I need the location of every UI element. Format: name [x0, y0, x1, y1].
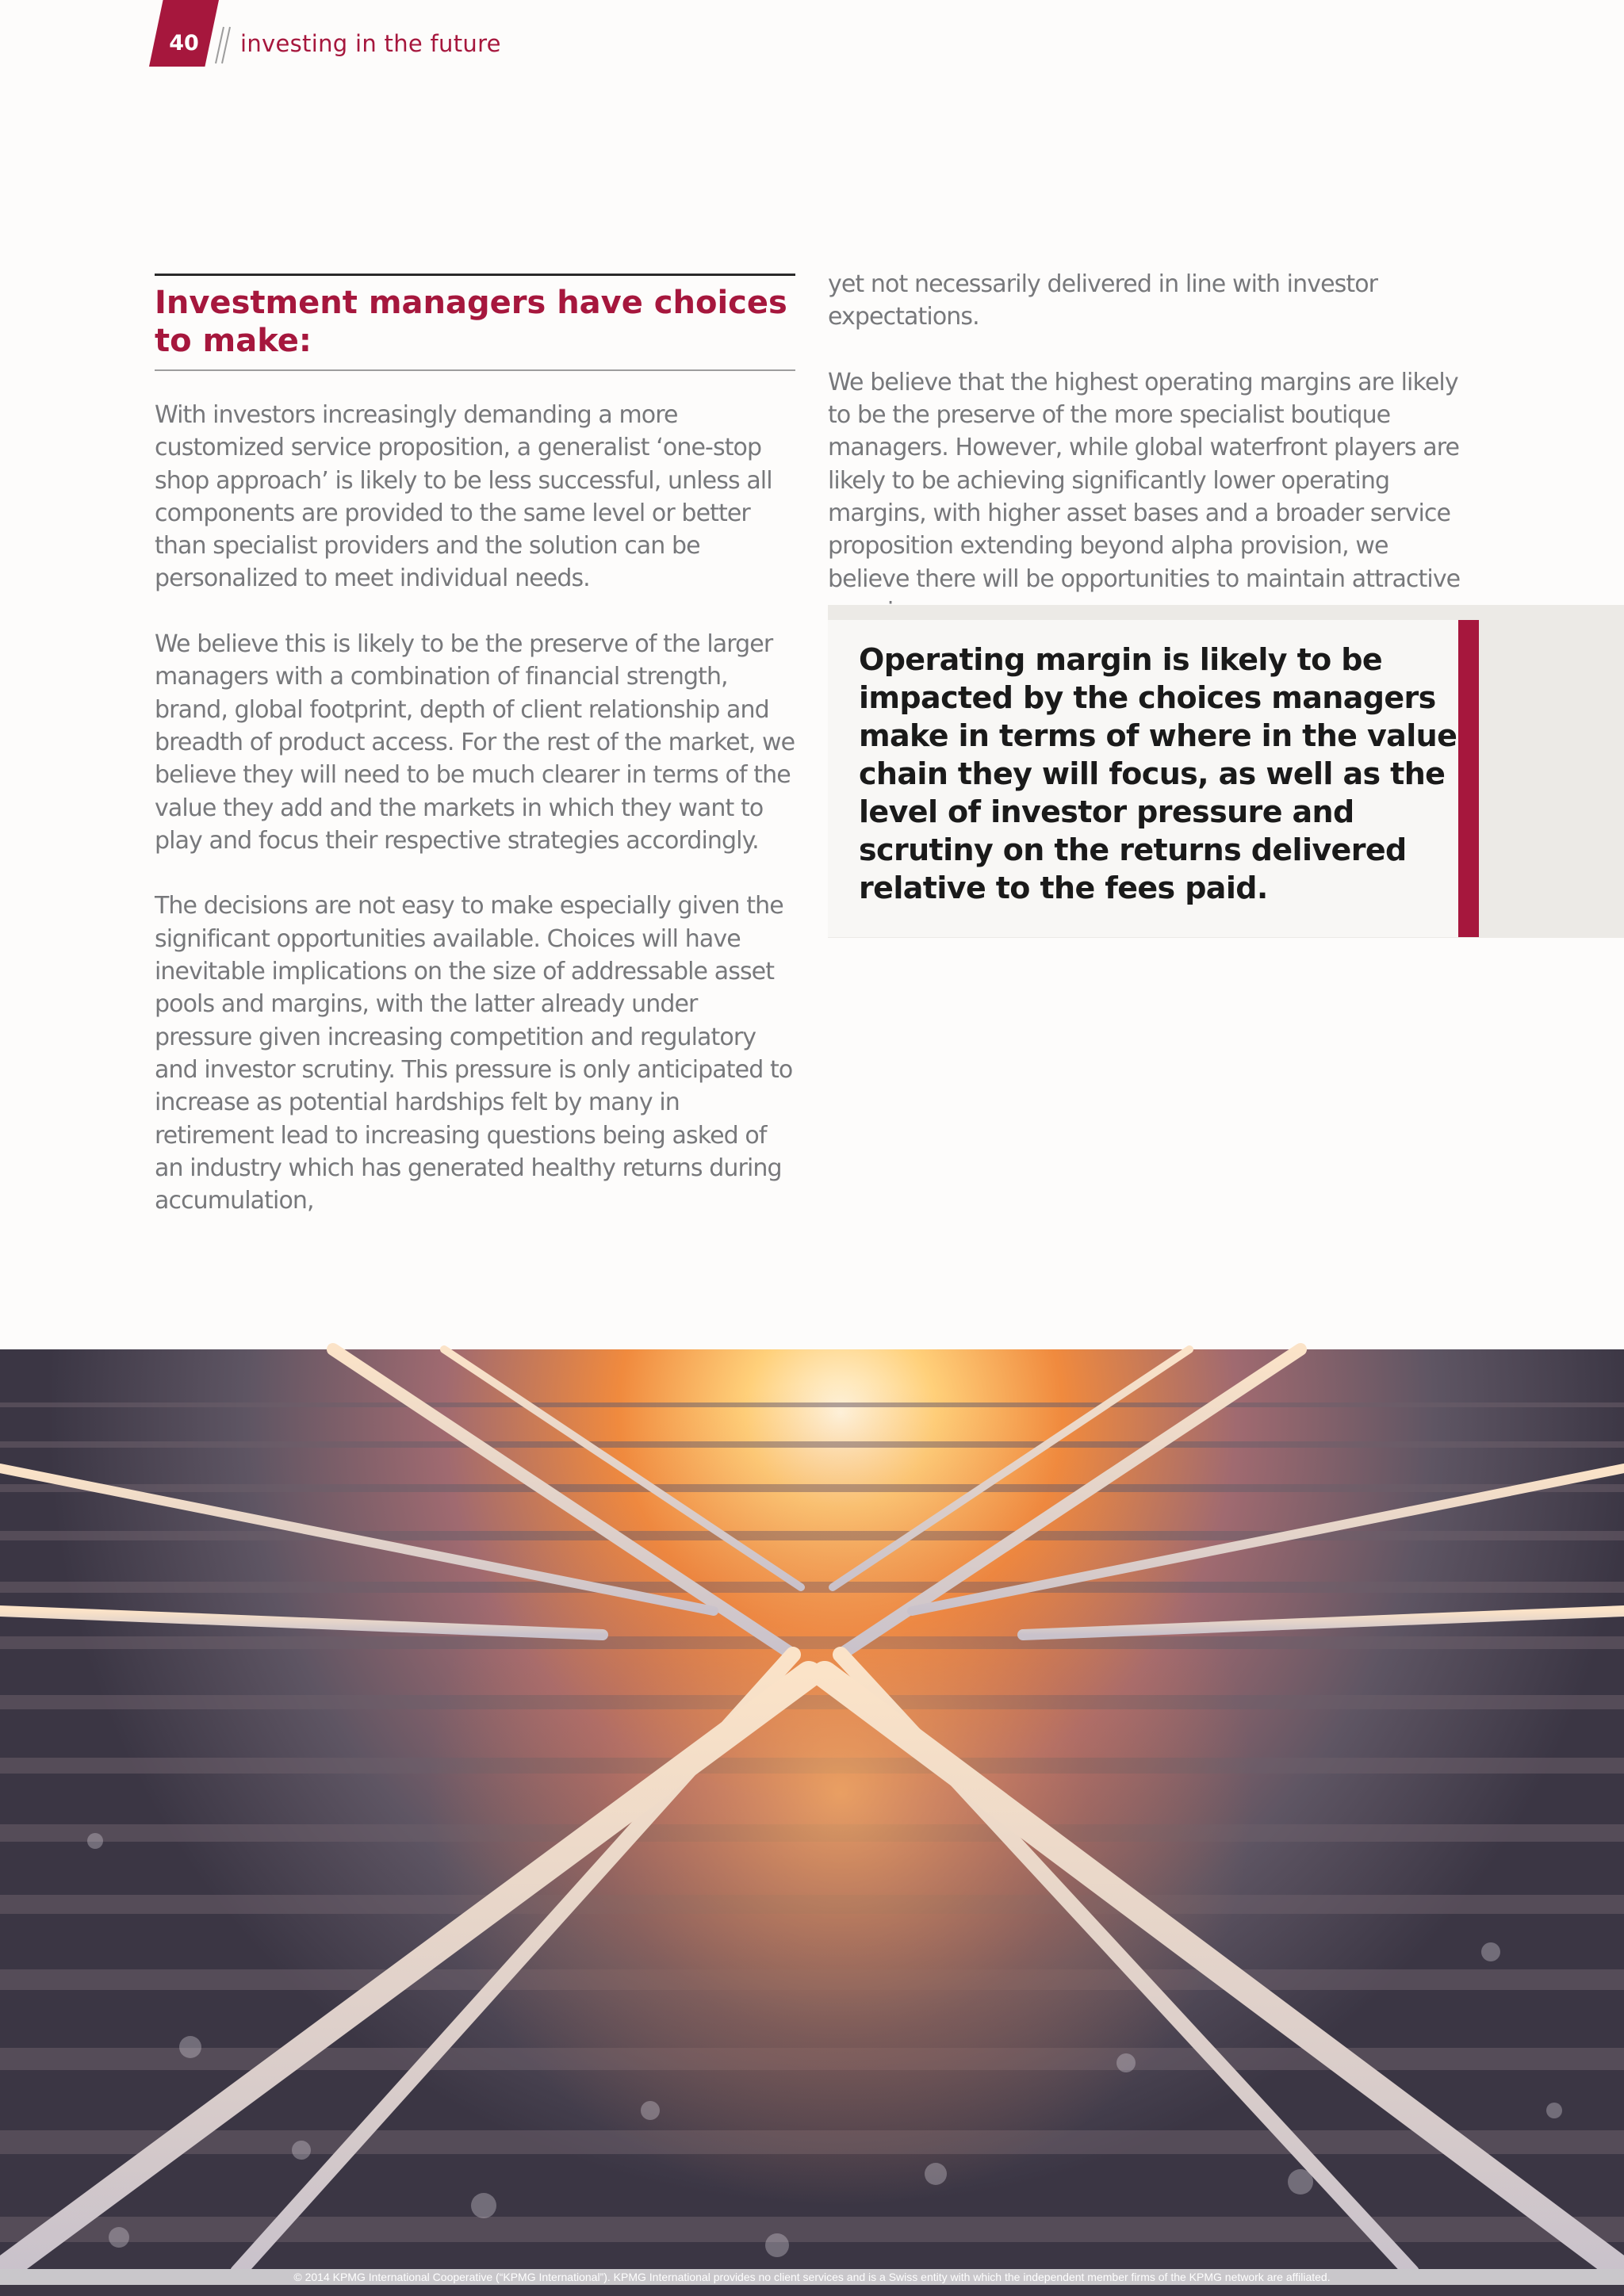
page-number: 40 [169, 31, 199, 55]
section-heading: Investment managers have choices to make: [155, 285, 787, 359]
double-slash-icon [213, 27, 232, 63]
heading-top-rule [155, 274, 795, 276]
copyright-notice: © 2014 KPMG International Cooperative (“KPMG International”). KPMG International provides no client services and is a Swiss entity with which the independent member firms of the KPMG network are affiliated. [293, 2271, 1331, 2283]
body-paragraph: With investors increasingly demanding a more customized service proposition, a generalist ‘one-stop shop approach’ is likely to be less successful, unless all components are provided to the same level or better than specialist providers and the solution can be personalized to meet individual needs. [155, 401, 772, 593]
right-column [828, 268, 1462, 661]
body-paragraph: The decisions are not easy to make especially given the significant opportunities available. Choices will have inevitable implications on the size of addressable asset pools and margins, with the latter already under pressure given increasing competition and regulatory and investor scrutiny. This pressure is only anticipated to increase as potential hardships felt by many in retirement lead to increasing questions being asked of an industry which has generated healthy returns during accumulation, [155, 892, 793, 1215]
right-column-clip [828, 268, 1462, 607]
footer-strip [0, 2285, 1624, 2296]
body-paragraph: We believe that the highest operating margins are likely to be the preserve of the more specialist boutique managers. However, while global waterfront players are likely to be achieving significantly lower operating margins, with higher asset bases and a broader service proposition extending beyond alpha provision, we believe there will be opportunities to maintain attractive [828, 368, 1461, 593]
running-title: investing in the future [240, 30, 501, 57]
railway-tracks-photo [0, 1349, 1624, 2272]
pull-quote: Operating margin is likely to be impacted by the choices managers make in terms of where in the value chain they will focus, as well as the level of investor pressure and scrutiny on the returns delivered relative to the fees paid. [859, 642, 1457, 905]
railway-tracks-illustration [0, 1349, 1624, 2272]
heading-bottom-rule [155, 369, 795, 371]
body-paragraph: yet not necessarily delivered in line with investor expectations. [828, 270, 1378, 331]
body-paragraph: We believe this is likely to be the preserve of the larger managers with a combination of financial strength, brand, global footprint, depth of client relationship and breadth of product access. For the rest of the market, we believe they will need to be much clearer in terms of the value they add and the markets in which they want to play and focus their respective strategies accordingly. [155, 630, 795, 855]
left-column [155, 399, 795, 1250]
